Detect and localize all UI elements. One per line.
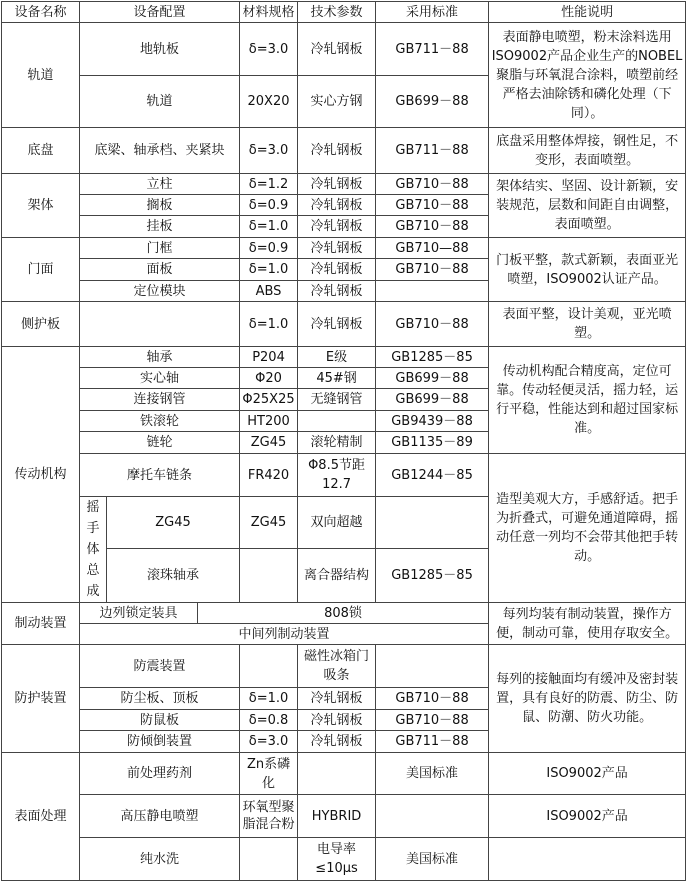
param-cell: [298, 411, 376, 432]
table-row: [2, 603, 686, 624]
config-cell: 摩托车链条: [80, 454, 240, 497]
config-cell: 搁板: [80, 195, 240, 216]
config-cell: 中间列制动装置: [80, 624, 489, 645]
spec-cell: δ=3.0: [240, 731, 298, 753]
table-row: [2, 795, 686, 838]
config-cell: 立柱: [80, 174, 240, 195]
section-name: 架体: [2, 174, 80, 238]
performance-desc: 表面平整，设计美观，亚光喷塑。: [489, 302, 686, 347]
param-cell: 冷轧钢板: [298, 23, 376, 76]
config-cell: 定位模块: [80, 281, 240, 302]
param-cell: 冷轧钢板: [298, 731, 376, 753]
spec-cell: δ=0.9: [240, 195, 298, 216]
header-cell: 性能说明: [489, 2, 686, 23]
section-name: 门面: [2, 238, 80, 302]
spec-cell: ZG45: [240, 497, 298, 549]
spec-cell: δ=1.0: [240, 259, 298, 281]
standard-cell: GB711－88: [376, 731, 489, 753]
performance-desc: 架体结实、坚固、设计新颖，安装规范，层数和间距自由调整，表面喷塑。: [489, 174, 686, 238]
config-cell: 轨道: [80, 76, 240, 128]
section-name: 表面处理: [2, 753, 80, 881]
standard-cell: GB710－88: [376, 688, 489, 710]
table-row: [2, 174, 686, 195]
remark-cell: ISO9002产品: [489, 795, 686, 838]
param-cell: 冷轧钢板: [298, 195, 376, 216]
param-cell: 磁性冰箱门吸条: [298, 645, 376, 688]
param-cell: 滚轮精制: [298, 432, 376, 454]
standard-cell: GB1244－85: [376, 454, 489, 497]
table-row: [2, 645, 686, 688]
spec-cell: P204: [240, 347, 298, 368]
table-row: [2, 23, 686, 76]
config-cell: 连接钢管: [80, 389, 240, 411]
config-cell: 地轨板: [80, 23, 240, 76]
param-cell: 冷轧钢板: [298, 281, 376, 302]
standard-cell: GB1285－85: [376, 548, 489, 602]
spec-cell: 808锁: [198, 603, 489, 624]
config-cell: ZG45: [107, 497, 240, 549]
param-cell: 实心方钢: [298, 76, 376, 128]
config-cell: [80, 302, 240, 347]
param-cell: 冷轧钢板: [298, 128, 376, 174]
performance-desc: 每列的接触面均有缓冲及密封装置，具有良好的防震、防尘、防鼠、防潮、防火功能。: [489, 645, 686, 753]
table-row: [2, 128, 686, 174]
standard-cell: GB710－88: [376, 710, 489, 731]
remark-cell: [489, 838, 686, 881]
performance-desc: 造型美观大方，手感舒适。把手为折叠式，可避免通道障碍，摇动任意一列均不会带其他把手转动。: [489, 454, 686, 603]
spec-cell: δ=0.9: [240, 238, 298, 259]
table-row: [2, 347, 686, 368]
section-name: 传动机构: [2, 347, 80, 603]
config-cell: 前处理药剂: [80, 753, 240, 795]
standard-cell: GB711－88: [376, 23, 489, 76]
standard-cell: GB710－88: [376, 174, 489, 195]
spec-cell: δ=1.0: [240, 688, 298, 710]
spec-cell: FR420: [240, 454, 298, 497]
spec-cell: 环氧型聚脂混合粉: [240, 795, 298, 838]
standard-cell: [376, 795, 489, 838]
standard-cell: 美国标准: [376, 753, 489, 795]
standard-cell: GB699－88: [376, 76, 489, 128]
config-cell: 挂板: [80, 216, 240, 238]
spec-cell: ZG45: [240, 432, 298, 454]
param-cell: 45#钢: [298, 368, 376, 389]
table-row: [2, 238, 686, 259]
standard-cell: GB711－88: [376, 128, 489, 174]
config-cell: 防倾倒装置: [80, 731, 240, 753]
performance-desc: 底盘采用整体焊接，钢性足，不变形，表面喷塑。: [489, 128, 686, 174]
param-cell: HYBRID: [298, 795, 376, 838]
header-row: [2, 2, 686, 23]
header-cell: 采用标准: [376, 2, 489, 23]
standard-cell: [376, 645, 489, 688]
section-name: 防护装置: [2, 645, 80, 753]
spec-cell: Φ25X25: [240, 389, 298, 411]
param-cell: 冷轧钢板: [298, 302, 376, 347]
spec-cell: δ=0.8: [240, 710, 298, 731]
standard-cell: GB710－88: [376, 302, 489, 347]
standard-cell: GB710－88: [376, 195, 489, 216]
param-cell: Φ8.5节距12.7: [298, 454, 376, 497]
param-cell: 冷轧钢板: [298, 238, 376, 259]
param-cell: 冷轧钢板: [298, 174, 376, 195]
config-cell: 面板: [80, 259, 240, 281]
config-cell: 门框: [80, 238, 240, 259]
param-cell: E级: [298, 347, 376, 368]
param-cell: 无缝钢管: [298, 389, 376, 411]
config-cell: 边列锁定装具: [80, 603, 198, 624]
param-cell: [298, 753, 376, 795]
config-cell: 防鼠板: [80, 710, 240, 731]
config-cell: 防尘板、顶板: [80, 688, 240, 710]
header-cell: 设备配置: [80, 2, 240, 23]
param-cell: 冷轧钢板: [298, 216, 376, 238]
performance-desc: 门板平整，款式新颖，表面亚光喷塑，ISO9002认证产品。: [489, 238, 686, 302]
spec-cell: δ=1.0: [240, 302, 298, 347]
param-cell: 离合器结构: [298, 548, 376, 602]
standard-cell: [376, 497, 489, 549]
config-cell: 高压静电喷塑: [80, 795, 240, 838]
standard-cell: GB710－88: [376, 216, 489, 238]
table-row: [2, 753, 686, 795]
section-name: 轨道: [2, 23, 80, 128]
spec-cell: δ=3.0: [240, 128, 298, 174]
performance-desc: 表面静电喷塑，粉末涂料选用ISO9002产品企业生产的NOBEL聚脂与环氧混合涂料，喷塑前经严格去油除锈和磷化处理（下同）。: [489, 23, 686, 128]
config-cell: 底梁、轴承档、夹紧块: [80, 128, 240, 174]
config-cell: 铁滚轮: [80, 411, 240, 432]
standard-cell: GB1285－85: [376, 347, 489, 368]
performance-desc: 每列均装有制动装置，操作方便，制动可靠，使用存取安全。: [489, 603, 686, 645]
spec-cell: [240, 838, 298, 881]
header-cell: 设备名称: [2, 2, 80, 23]
spec-cell: δ=1.2: [240, 174, 298, 195]
config-cell: 实心轴: [80, 368, 240, 389]
config-cell: 链轮: [80, 432, 240, 454]
param-cell: 双向超越: [298, 497, 376, 549]
standard-cell: GB710—88: [376, 238, 489, 259]
param-cell: 电导率≤10μs: [298, 838, 376, 881]
spec-cell: Zn系磷化: [240, 753, 298, 795]
param-cell: 冷轧钢板: [298, 688, 376, 710]
spec-cell: δ=1.0: [240, 216, 298, 238]
config-cell: 滚珠轴承: [107, 548, 240, 602]
param-cell: 冷轧钢板: [298, 710, 376, 731]
spec-cell: [240, 548, 298, 602]
section-name: 制动装置: [2, 603, 80, 645]
config-cell: 轴承: [80, 347, 240, 368]
standard-cell: GB710－88: [376, 259, 489, 281]
standard-cell: GB1135－89: [376, 432, 489, 454]
spec-cell: ABS: [240, 281, 298, 302]
spec-cell: 20X20: [240, 76, 298, 128]
standard-cell: 美国标准: [376, 838, 489, 881]
config-cell: 纯水洗: [80, 838, 240, 881]
handle-assembly-label: 摇手体总成: [80, 497, 107, 603]
table-row: [2, 838, 686, 881]
config-cell: 防震装置: [80, 645, 240, 688]
spec-cell: Φ20: [240, 368, 298, 389]
standard-cell: GB699－88: [376, 368, 489, 389]
spec-cell: HT200: [240, 411, 298, 432]
section-name: 侧护板: [2, 302, 80, 347]
header-cell: 材料规格: [240, 2, 298, 23]
table-row: [2, 454, 686, 497]
table-row: [2, 302, 686, 347]
section-name: 底盘: [2, 128, 80, 174]
param-cell: 冷轧钢板: [298, 259, 376, 281]
standard-cell: [376, 281, 489, 302]
spec-cell: δ=3.0: [240, 23, 298, 76]
standard-cell: GB9439－88: [376, 411, 489, 432]
header-cell: 技术参数: [298, 2, 376, 23]
remark-cell: ISO9002产品: [489, 753, 686, 795]
spec-cell: [240, 645, 298, 688]
performance-desc: 传动机构配合精度高，定位可靠。传动轻便灵活，摇力轻，运行平稳，性能达到和超过国家标准。: [489, 347, 686, 454]
spec-table: [1, 1, 686, 881]
standard-cell: GB699－88: [376, 389, 489, 411]
